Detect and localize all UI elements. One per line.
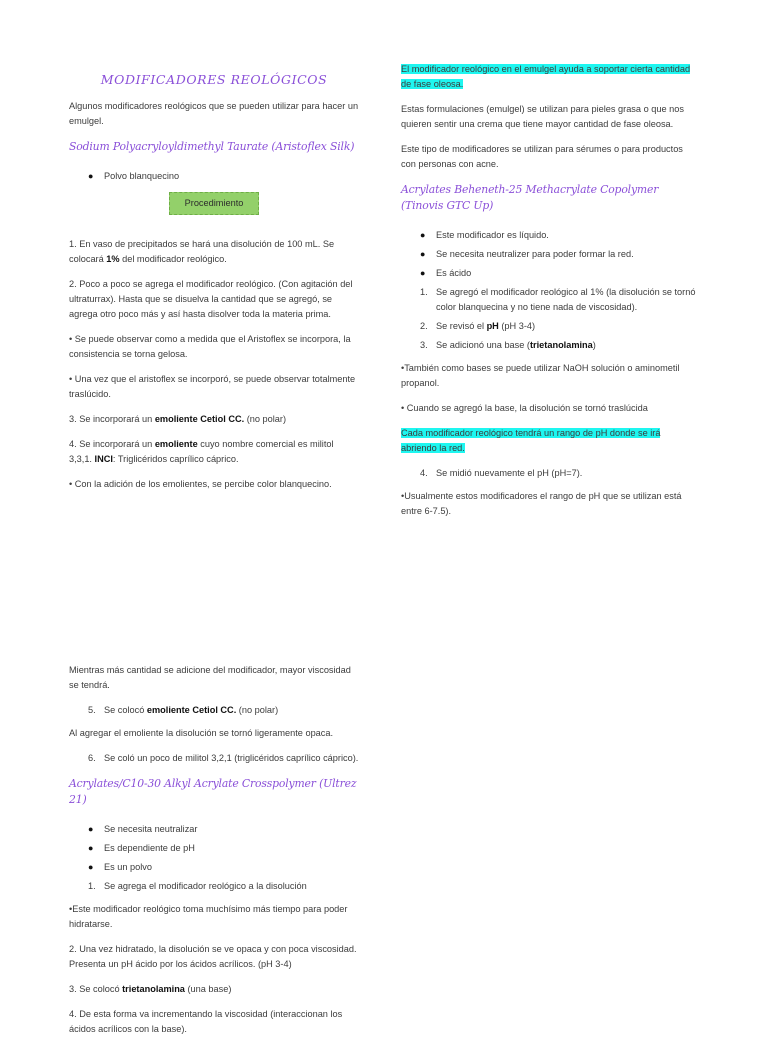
paragraph-step-3: 3. Se colocó trietanolamina (una base) xyxy=(69,984,232,994)
note-3: • Con la adición de los emolientes, se percibe color blanquecino. xyxy=(69,479,332,489)
numbered-item-4: 4. Se midió nuevamente el pH (pH=7). xyxy=(420,468,583,478)
bullet-list xyxy=(401,228,697,353)
bullet-icon: ● xyxy=(420,249,426,259)
list-item: ● Se necesita neutralizer para poder formar la red. xyxy=(401,247,697,262)
step-4: 4. Se incorporará un emoliente cuyo nombre comercial es militol 3,3,1. INCI: Triglicéridos caprílico cáprico. xyxy=(69,439,334,464)
paragraph-opaque: Al agregar el emoliente la disolución se tornó ligeramente opaca. xyxy=(69,728,334,738)
highlight-emulgel: El modificador reológico en el emulgel ayuda a soportar cierta cantidad de fase oleosa. xyxy=(401,64,691,89)
list-item: ● Polvo blanquecino xyxy=(69,169,359,184)
list-item: 1. Se agregó el modificador reológico al 1% (la disolución se tornó color blanquecina y no tiene nada de viscosidad). xyxy=(420,287,696,312)
bullet-icon: ● xyxy=(420,268,426,278)
list-item: ● Es dependiente de pH xyxy=(69,841,359,856)
paragraph-step-2: 2. Una vez hidratado, la disolución se ve opaca y con poca viscosidad. Presenta un pH ácido por los ácidos acrílicos. (pH 3-4) xyxy=(69,944,357,969)
section-heading-aristoflex: Sodium Polyacryloyldimethyl Taurate (Aristoflex Silk) xyxy=(69,140,355,153)
bullet-icon: ● xyxy=(88,862,94,872)
procedure-label-wrap xyxy=(69,192,359,215)
note-2: • Una vez que el aristoflex se incorporó, se puede observar totalmente traslúcido. xyxy=(69,374,356,399)
intro-paragraph: Algunos modificadores reológicos que se pueden utilizar para hacer un emulgel. xyxy=(69,101,359,126)
bullet-icon: ● xyxy=(88,843,94,853)
numbered-item-5: 5. Se colocó emoliente Cetiol CC. (no polar) xyxy=(88,705,279,715)
paragraph-bases: •También como bases se puede utilizar NaOH solución o aminometil propanol. xyxy=(401,363,680,388)
paragraph-ph-usual: •Usualmente estos modificadores el rango de pH que se utilizan está entre 6-7.5). xyxy=(401,491,682,516)
bullet-icon: ● xyxy=(420,230,426,240)
list-item: ● Se necesita neutralizar xyxy=(69,822,359,837)
bullet-list xyxy=(69,169,359,184)
paragraph-step-4: 4. De esta forma va incrementando la viscosidad (interaccionan los ácidos acrílicos con la base). xyxy=(69,1009,343,1034)
note-1: • Se puede observar como a medida que el Aristoflex se incorpora, la consistencia se torna gelosa. xyxy=(69,334,351,359)
list-item: ● Es ácido xyxy=(401,266,697,281)
list-item: 1. Se agrega el modificador reológico a la disolución xyxy=(88,881,307,891)
section-heading-tinovis: Acrylates Beheneth-25 Methacrylate Copolymer (Tinovis GTC Up) xyxy=(401,183,659,212)
step-2: 2. Poco a poco se agrega el modificador reológico. (Con agitación del ultraturrax). Hasta que se disuelva la cantidad que se agregó, se agrega otro poco más y así hasta disolver toda la materia prima. xyxy=(69,279,353,319)
step-1: 1. En vaso de precipitados se hará una disolución de 100 mL. Se colocará 1% del modificador reológico. xyxy=(69,239,335,264)
list-item: ● Este modificador es líquido. xyxy=(401,228,697,243)
bullet-icon: ● xyxy=(88,171,94,181)
paragraph-viscosity: Mientras más cantidad se adicione del modificador, mayor viscosidad se tendrá. xyxy=(69,665,351,690)
paragraph-serums: Este tipo de modificadores se utilizan para sérumes o para productos con personas con acne. xyxy=(401,144,683,169)
bullet-icon: ● xyxy=(88,824,94,834)
left-column-bottom xyxy=(69,663,359,1047)
paragraph-translucent: • Cuando se agregó la base, la disolución se tornó traslúcida xyxy=(401,403,648,413)
paragraph-hydration: •Este modificador reológico toma muchísimo más tiempo para poder hidratarse. xyxy=(69,904,348,929)
list-item: 3. Se adicionó una base (trietanolamina) xyxy=(420,340,596,350)
highlight-ph-range: Cada modificador reológico tendrá un rango de pH donde se irá abriendo la red. xyxy=(401,428,661,453)
procedure-label: Procedimiento xyxy=(169,192,260,215)
list-item: ● Es un polvo xyxy=(69,860,359,875)
section-heading-ultrez: Acrylates/C10-30 Alkyl Acrylate Crosspolymer (Ultrez 21) xyxy=(69,777,357,806)
right-column xyxy=(401,62,697,529)
list-item: 2. Se revisó el pH (pH 3-4) xyxy=(420,321,536,331)
paragraph-formulations: Estas formulaciones (emulgel) se utilizan para pieles grasa o que nos quieren sentir una crema que tiene mayor cantidad de fase oleosa. xyxy=(401,104,684,129)
bullet-list xyxy=(69,822,359,894)
numbered-item-6: 6. Se coló un poco de militol 3,2,1 (triglicéridos caprílico cáprico). xyxy=(88,753,359,763)
step-3: 3. Se incorporará un emoliente Cetiol CC. (no polar) xyxy=(69,414,287,424)
left-column xyxy=(69,62,359,502)
page-title: MODIFICADORES REOLÓGICOS xyxy=(100,72,328,87)
